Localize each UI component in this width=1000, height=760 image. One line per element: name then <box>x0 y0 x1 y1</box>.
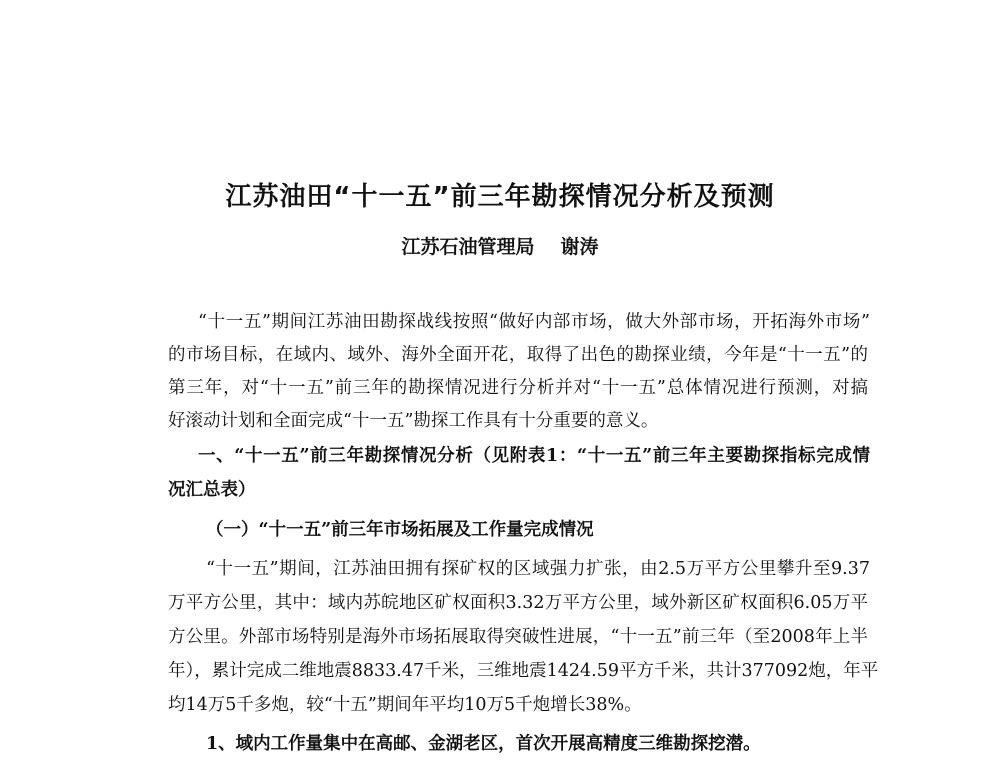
document-title: 江苏油田“十一五”前三年勘探情况分析及预测 <box>225 182 775 212</box>
paragraph-line: “十一五”期间，江苏油田拥有探矿权的区域强力扩张，由2.5万平方公里攀升至9.37 <box>206 559 870 579</box>
author-organization: 江苏石油管理局 <box>401 236 535 258</box>
paragraph-line: 年），累计完成二维地震8833.47千米，三维地震1424.59平方千米，共计377092炮，年平 <box>168 661 879 681</box>
subsection-heading: （一）“十一五”前三年市场拓展及工作量完成情况 <box>206 520 594 540</box>
section-heading: 一、“十一五”前三年勘探情况分析（见附表1：“十一五”前三年主要勘探指标完成情 <box>198 446 870 466</box>
paragraph-line: 万平方公里，其中：域内苏皖地区矿权面积3.32万平方公里，域外新区矿权面积6.05万平 <box>168 593 868 613</box>
document-author <box>0 232 1000 259</box>
author-name: 谢涛 <box>560 236 599 258</box>
paragraph-line: 的市场目标，在域内、域外、海外全面开花，取得了出色的勘探业绩，今年是“十一五”的 <box>168 345 868 365</box>
paragraph-line: 好滚动计划和全面完成“十一五”勘探工作具有十分重要的意义。 <box>168 411 659 431</box>
paragraph-line: 第三年，对“十一五”前三年的勘探情况进行分析并对“十一五”总体情况进行预测，对搞 <box>168 378 868 398</box>
section-heading: 况汇总表） <box>168 480 256 500</box>
paragraph-line: 方公里。外部市场特别是海外市场拓展取得突破性进展，“十一五”前三年（至2008年上半 <box>168 627 868 647</box>
numbered-heading: 1、域内工作量集中在高邮、金湖老区，首次开展高精度三维勘探挖潜。 <box>206 734 761 754</box>
paragraph-line: “十一五”期间江苏油田勘探战线按照“做好内部市场，做大外部市场，开拓海外市场” <box>198 312 870 332</box>
paragraph-line: 均14万5千多炮，较“十五”期间年平均10万5千炮增长38%。 <box>168 695 642 715</box>
